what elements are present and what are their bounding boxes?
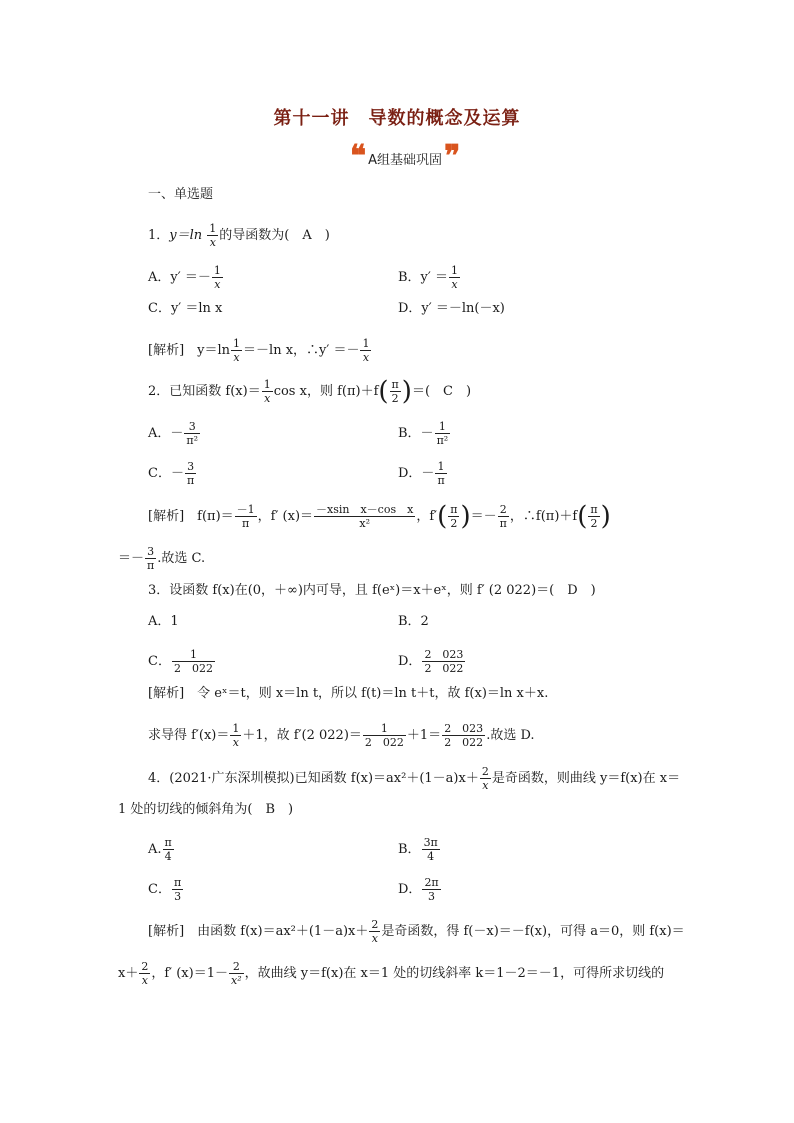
q2-option-c: C．－ $\frac{3}{\pi}$ [148, 460, 195, 487]
q4-option-b: B． $\frac{3\pi}{4}$ [398, 836, 438, 863]
q3-stem: 3．设函数 f(x)在(0，＋∞)内可导，且 f(eˣ)＝x＋eˣ，则 f′ (2 022)＝( D ) [148, 583, 596, 598]
q3-option-b: B．2 [398, 614, 429, 629]
q2-stem: 2．已知函数 f(x)＝ $\frac{1}{x}$ cos x，则 f(π)＋f( $\frac{\pi}{2}$ )＝( C ) [148, 376, 472, 407]
open-quote-icon: ❝ [350, 139, 367, 174]
q1-option-c: C．y′ ＝ln x [148, 301, 223, 316]
q2-solution-cont: ＝－ $\frac{3}{\pi}$ .故选 C. [118, 545, 206, 572]
q1-option-d: D．y′ ＝－ln(－x) [398, 301, 505, 316]
q1-stem: 1．y＝ln $\frac{1}{x}$ 的导函数为( A ) [148, 222, 330, 249]
q2-option-a: A．－ $\frac{3}{\text{π²}}$ [148, 420, 199, 447]
group-badge [350, 139, 461, 174]
q3-option-a: A．1 [148, 614, 179, 629]
q4-stem: 4．(2021·广东深圳模拟)已知函数 f(x)＝ax²＋(1－a)x＋ $\frac{2}{x}$ 是奇函数，则曲线 y＝f(x)在 x＝ [148, 765, 681, 792]
section-heading: 一、单选题 [148, 187, 214, 202]
q4-stem-cont: 1 处的切线的倾斜角为( B ) [118, 802, 294, 817]
fraction: $\frac{1}{x}$ [209, 222, 217, 249]
q4-option-d: D． $\frac{2\pi}{3}$ [398, 876, 439, 903]
q3-solution: [解析] 令 eˣ＝t，则 x＝ln t，所以 f(t)＝ln t＋t，故 f(x)＝ln x＋x. [148, 686, 549, 701]
q1-solution: [解析] y＝ln $\frac{1}{x}$ ＝－ln x，∴y′ ＝－ $\frac{1}{x}$ [148, 337, 370, 364]
badge-label: A组基础巩固 [368, 152, 443, 168]
q4-solution: [解析] 由函数 f(x)＝ax²＋(1－a)x＋ $\frac{2}{x}$ 是奇函数，得 f(－x)＝－f(x)，可得 a＝0，则 f(x)＝ [148, 918, 685, 945]
q2-option-d: D．－ $\frac{1}{\pi}$ [398, 460, 445, 487]
page-title: 第十一讲 导数的概念及运算 [273, 108, 521, 129]
q4-option-c: C． $\frac{\pi}{3}$ [148, 876, 182, 903]
q1-option-b: B．y′ ＝ $\frac{1}{x}$ [398, 264, 458, 291]
q2-solution: [解析] f(π)＝ $\frac{-1}{\pi}$ ，f′ (x)＝ $\frac{\text{－xsin x－cos x}}{\text{x²}}$ ，f′( $\frac{\pi}{2}$ )＝－ $\frac{2}{\pi}$ ，∴f(π)＋f( $\frac{\pi}{2}$ ) [148, 501, 611, 532]
q3-option-d: D． $\frac{2 023}{2 022}$ [398, 648, 464, 675]
q4-solution-cont: x＋ $\frac{2}{x}$ ，f′ (x)＝1－ $\frac{2}{\text{x²}}$ ，故曲线 y＝f(x)在 x＝1 处的切线斜率 k＝1－2＝－1，可得所求切线的 [118, 960, 665, 987]
q4-option-a: A. $\frac{\pi}{4}$ [148, 836, 172, 863]
close-quote-icon: ❞ [444, 139, 461, 174]
q2-option-b: B．－ $\frac{1}{\text{π²}}$ [398, 420, 449, 447]
q3-solution-cont: 求导得 f′(x)＝ $\frac{1}{x}$ ＋1，故 f′(2 022)＝ $\frac{1}{2 022}$ ＋1＝ $\frac{2 023}{2 022}$ .故选 D. [148, 722, 535, 749]
q3-option-c: C． $\frac{1}{2 022}$ [148, 648, 213, 675]
q1-option-a: A．y′ ＝－ $\frac{1}{x}$ [148, 264, 221, 291]
